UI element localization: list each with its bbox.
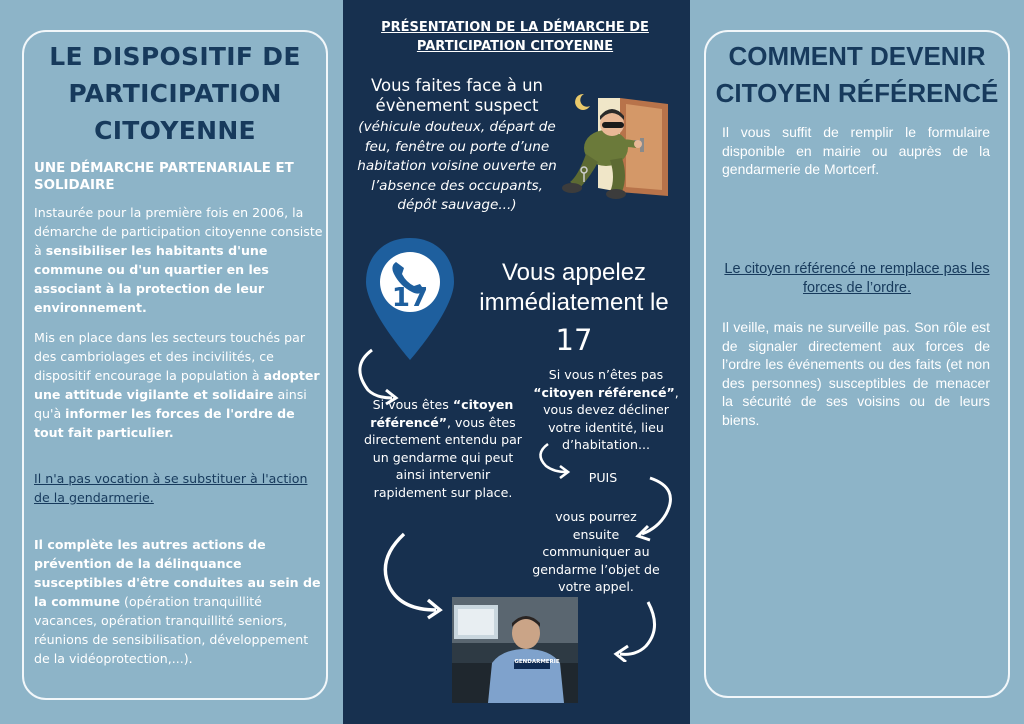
complement-paragraph: Il complète les autres actions de prévention de la délinquance susceptibles d'être conduites au sein de la commune (opération tranquillité vacances, opération tranquillité seniors, réunions de sensibilisation, développement de la vidéoprotection,...). <box>34 537 321 666</box>
right-title-line1: COMMENT DEVENIR <box>728 41 986 71</box>
suspect-event-examples: (véhicule douteux, départ de feu, fenêtre ou porte d’une habitation voisine ouverte en l’absence des occupants, dépôt sauvage...) <box>357 119 557 213</box>
pin-number-label: 17 <box>391 283 429 313</box>
call-instruction: Vous appelez immédiatement le <box>479 259 669 316</box>
referenced-citizen-case: Si vous êtes “citoyen référencé”, vous êtes directement entendu par un gendarme qui peut ainsi intervenir rapidement sur place. <box>364 397 522 500</box>
no-substitution-note: Il n'a pas vocation à se substituer à l'action de la gendarmerie. <box>34 471 308 505</box>
left-panel-subtitle: UNE DÉMARCHE PARTENARIALE ET SOLIDAIRE <box>34 161 294 193</box>
referenced-citizen-term: “citoyen référencé” <box>370 397 514 430</box>
curved-arrow-icon <box>606 598 662 662</box>
referenced-citizen-term-2: “citoyen référencé” <box>533 384 675 400</box>
complement-emphasis: Il complète les autres actions de prévention de la délinquance susceptibles d'être conduites au sein de la commune <box>34 537 321 609</box>
left-panel-title: LE DISPOSITIF DE PARTICIPATION CITOYENNE <box>49 42 301 145</box>
non-referenced-citizen-case: Si vous n’êtes pas “citoyen référencé”, vous devez décliner votre identité, lieu d’habitation... <box>533 367 679 452</box>
suspect-event-heading: Vous faites face à un évènement suspect <box>370 76 544 115</box>
vigilance-emphasis: adopter une attitude vigilante et solidaire <box>34 368 320 402</box>
burglar-illustration <box>558 92 678 202</box>
gendarmerie-badge: GENDARMERIE <box>514 659 560 665</box>
center-panel-title: PRÉSENTATION DE LA DÉMARCHE DE PARTICIPATION CITOYENNE <box>381 20 649 54</box>
no-replacement-warning: Le citoyen référencé ne remplace pas les forces de l’ordre. <box>724 261 990 296</box>
communicate-step: vous pourrez ensuite communiquer au gendarme l’objet de votre appel. <box>532 509 660 594</box>
then-label: PUIS <box>588 470 618 485</box>
curved-arrow-icon <box>376 530 450 620</box>
deployment-paragraph: Mis en place dans les secteurs touchés par des cambriolages et des incivilités, ce dispositif encourage la population à adopter une attitude vigilante et solidaire ainsi qu'à informer les forces de l'ordre de tout fait particulier. <box>34 330 320 440</box>
role-paragraph: Il veille, mais ne surveille pas. Son rôle est de signaler directement aux forces de l’ordre les événements ou des faits (et non des personnes) susceptibles de menacer la sécurité de ses voisins ou de leurs biens. <box>722 319 990 428</box>
right-title-line2: CITOYEN RÉFÉRENCÉ <box>715 78 999 108</box>
right-panel-title <box>706 38 1008 112</box>
gendarme-photo <box>452 597 578 703</box>
registration-paragraph: Il vous suffit de remplir le formulaire disponible en mairie ou auprès de la gendarmerie de Mortcerf. <box>722 124 990 177</box>
intro-paragraph-emphasis: sensibiliser les habitants d'une commune ou d'un quartier en les associant à la protection de leur environnement. <box>34 243 269 315</box>
emergency-number: 17 <box>555 323 593 357</box>
inform-emphasis: informer les forces de l'ordre de tout fait particulier. <box>34 406 295 440</box>
intro-paragraph: Instaurée pour la première fois en 2006, la démarche de participation citoyenne consiste à sensibiliser les habitants d'une commune ou d'un quartier en les associant à la protection de leur environnement. <box>34 205 323 315</box>
